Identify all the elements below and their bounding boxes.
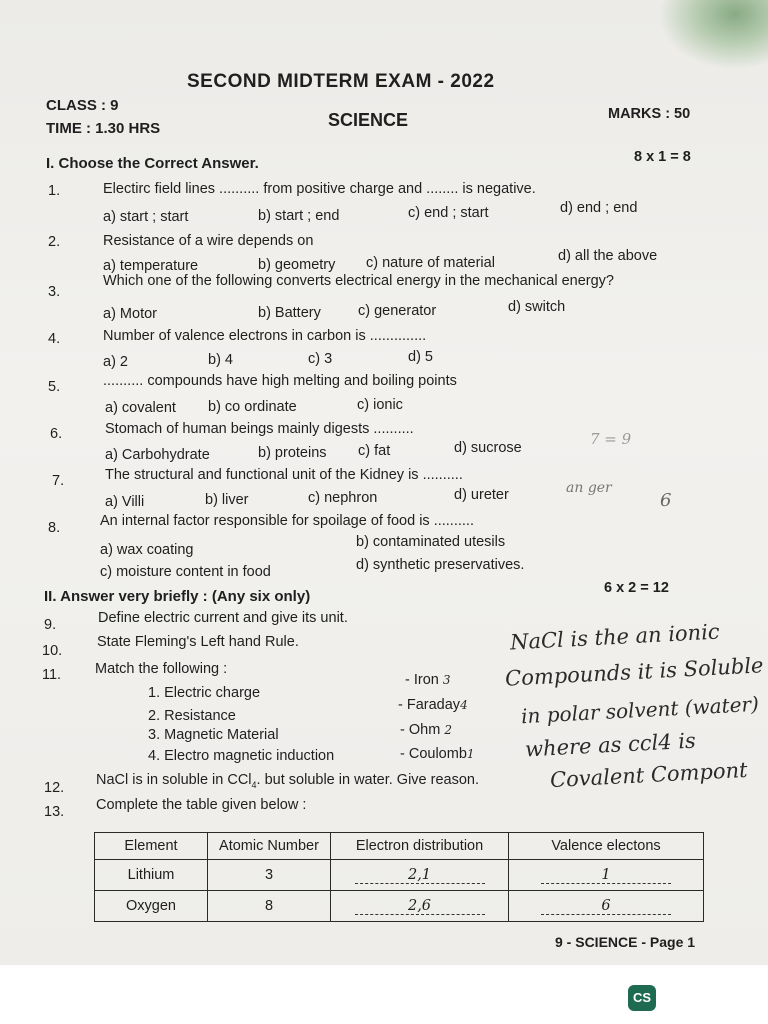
question-text: Number of valence electrons in carbon is .............. — [103, 328, 427, 344]
pencil-mark: 3 — [442, 673, 451, 687]
section1-marks: 8 x 1 = 8 — [634, 149, 691, 165]
match-left-item: 2. Resistance — [148, 708, 236, 724]
margin-note: an ger — [566, 480, 612, 496]
pencil-mark: 1 — [466, 747, 475, 761]
q-number: 1. — [48, 183, 61, 199]
pencil-mark: 2 — [444, 723, 452, 737]
option: c) nature of material — [366, 255, 495, 271]
match-left-item: 3. Magnetic Material — [148, 727, 279, 743]
option: a) Carbohydrate — [105, 447, 210, 463]
option: d) end ; end — [560, 200, 638, 216]
option: d) all the above — [558, 248, 658, 264]
question-text: .......... compounds have high melting and boiling points — [103, 373, 457, 389]
table-header: Element — [95, 833, 208, 860]
option: c) end ; start — [408, 205, 489, 221]
option: b) start ; end — [258, 208, 340, 224]
section2-heading: II. Answer very briefly : (Any six only) — [44, 588, 311, 605]
question-text: NaCl is in soluble in CCl$_4$. but soluble in water. Give reason. — [96, 772, 480, 790]
table-row — [95, 891, 704, 922]
question-text: Complete the table given below : — [96, 797, 307, 813]
distribution-cell[interactable]: 2,1 — [331, 860, 509, 891]
valence-cell[interactable]: 6 — [509, 891, 704, 922]
section1-heading: I. Choose the Correct Answer. — [46, 155, 259, 172]
option: a) Villi — [105, 494, 145, 510]
q-number: 8. — [48, 520, 61, 536]
option: a) 2 — [103, 354, 128, 370]
q-number: 7. — [52, 473, 65, 489]
handwritten-line: Covalent Compont — [549, 757, 749, 793]
page-footer: 9 - SCIENCE - Page 1 — [555, 934, 696, 950]
q-number: 4. — [48, 331, 61, 347]
camscanner-logo: CS — [628, 985, 656, 1011]
option: c) 3 — [308, 351, 333, 367]
element-table — [94, 832, 704, 922]
option: b) geometry — [258, 257, 336, 273]
handwritten-line: in polar solvent (water) — [520, 691, 760, 729]
option: c) fat — [358, 443, 391, 459]
question-text: Electirc field lines .......... from positive charge and ........ is negative. — [103, 181, 536, 197]
option: b) liver — [205, 492, 249, 508]
option: b) 4 — [208, 352, 233, 368]
match-right-item: - Iron 3 — [405, 672, 451, 688]
option: a) start ; start — [103, 209, 189, 225]
table-header: Atomic Number — [208, 833, 331, 860]
handwritten-line: where as ccl4 is — [524, 728, 697, 762]
match-right-item: - Coulomb1 — [400, 746, 475, 762]
time-label: TIME : 1.30 HRS — [46, 120, 161, 137]
option: c) generator — [358, 303, 437, 319]
q-number: 9. — [44, 617, 57, 633]
option: d) switch — [508, 299, 566, 315]
table-header: Valence electons — [509, 833, 704, 860]
q-number: 13. — [44, 804, 65, 820]
handwritten-line: Compounds it is Soluble — [504, 653, 764, 691]
option: a) covalent — [105, 400, 176, 416]
option: b) Battery — [258, 305, 321, 321]
option: b) proteins — [258, 445, 327, 461]
option: d) sucrose — [454, 440, 522, 456]
valence-cell[interactable]: 1 — [509, 860, 704, 891]
question-text: Match the following : — [95, 661, 228, 677]
option: c) nephron — [308, 490, 378, 506]
option: a) temperature — [103, 258, 199, 274]
option: c) moisture content in food — [100, 564, 271, 580]
exam-title: SECOND MIDTERM EXAM - 2022 — [187, 71, 495, 92]
q-number: 3. — [48, 284, 61, 300]
table-row — [95, 860, 704, 891]
question-text: Which one of the following converts electrical energy in the mechanical energy? — [103, 273, 614, 289]
atomic-number-cell: 3 — [208, 860, 331, 891]
q-number: 12. — [44, 780, 65, 796]
class-label: CLASS : 9 — [46, 97, 119, 114]
match-left-item: 4. Electro magnetic induction — [148, 748, 335, 764]
subject-title: SCIENCE — [328, 110, 409, 130]
question-text: State Fleming's Left hand Rule. — [97, 634, 299, 650]
section2-marks: 6 x 2 = 12 — [604, 580, 669, 596]
option: b) contaminated utesils — [356, 534, 506, 550]
question-text: Resistance of a wire depends on — [103, 233, 314, 249]
question-text: The structural and functional unit of the Kidney is .......... — [105, 467, 463, 483]
leaf-shadow — [658, 0, 768, 70]
match-right-item: - Faraday4 — [398, 697, 468, 713]
question-text: An internal factor responsible for spoilage of food is .......... — [100, 513, 474, 529]
match-right-item: - Ohm 2 — [400, 722, 452, 738]
pencil-mark: 4 — [460, 698, 468, 712]
option: b) co ordinate — [208, 399, 297, 415]
marks-label: MARKS : 50 — [608, 106, 691, 122]
option: d) 5 — [408, 349, 433, 365]
table-header: Electron distribution — [331, 833, 509, 860]
match-left-item: 1. Electric charge — [148, 685, 261, 701]
atomic-number-cell: 8 — [208, 891, 331, 922]
q-number: 11. — [42, 667, 62, 683]
q-number: 5. — [48, 379, 61, 395]
option: a) Motor — [103, 306, 157, 322]
question-text: Define electric current and give its unit. — [98, 610, 348, 626]
q-number: 2. — [48, 234, 61, 250]
element-cell: Oxygen — [95, 891, 208, 922]
option: d) synthetic preservatives. — [356, 557, 525, 573]
element-cell: Lithium — [95, 860, 208, 891]
option: c) ionic — [357, 397, 403, 413]
margin-note: 6 — [660, 490, 672, 511]
option: a) wax coating — [100, 542, 194, 558]
margin-note: 7 = 9 — [590, 430, 632, 448]
question-text: Stomach of human beings mainly digests .......... — [105, 421, 414, 437]
table-header-row — [95, 833, 704, 860]
distribution-cell[interactable]: 2,6 — [331, 891, 509, 922]
q-number: 10. — [42, 643, 63, 659]
q-number: 6. — [50, 426, 63, 442]
handwritten-line: NaCl is the an ionic — [509, 619, 721, 655]
option: d) ureter — [454, 487, 509, 503]
